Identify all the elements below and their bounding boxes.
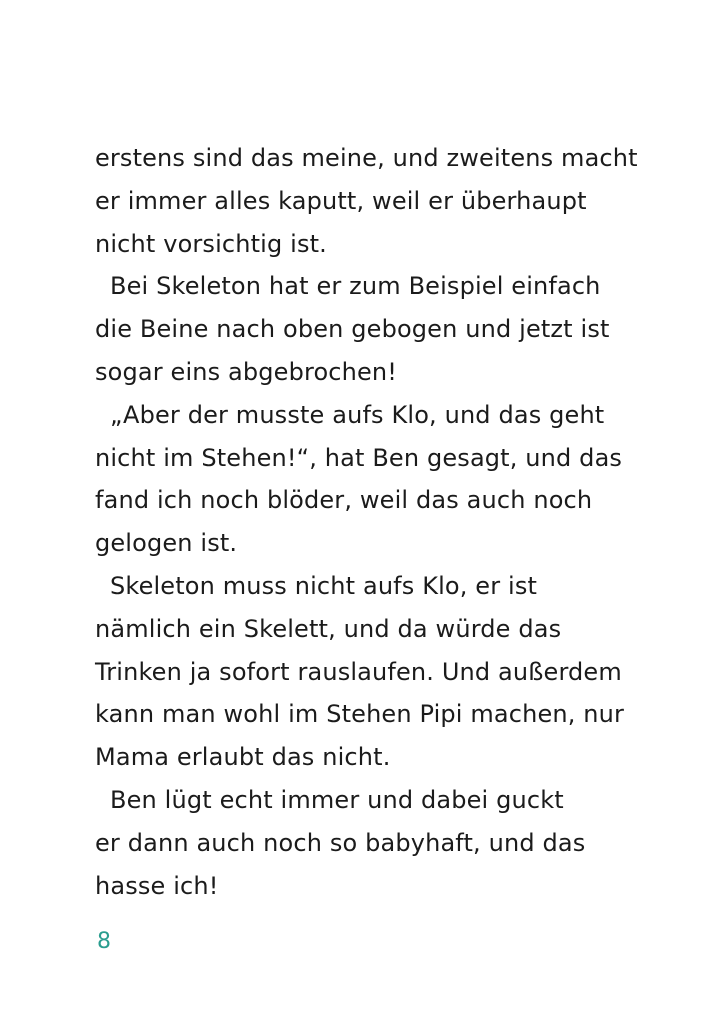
text-line: Ben lügt echt immer und dabei guckt xyxy=(110,785,564,814)
text-line: Trinken ja sofort rauslaufen. Und außerdem xyxy=(95,657,622,686)
text-line: hasse ich! xyxy=(95,871,219,900)
text-line: er immer alles kaputt, weil er überhaupt xyxy=(95,186,587,215)
text-line: nicht vorsichtig ist. xyxy=(95,229,327,258)
text-line: Bei Skeleton hat er zum Beispiel einfach xyxy=(110,272,601,301)
text-line: kann man wohl im Stehen Pipi machen, nur xyxy=(95,700,625,729)
text-line: sogar eins abgebrochen! xyxy=(95,357,398,386)
text-line: erstens sind das meine, und zweitens macht xyxy=(95,144,638,172)
text-line: „Aber der musste aufs Klo, und das geht xyxy=(110,400,605,429)
text-line: gelogen ist. xyxy=(95,529,238,558)
body-text xyxy=(95,137,675,907)
text-line: nämlich ein Skelett, und da würde das xyxy=(95,614,562,643)
text-line: er dann auch noch so babyhaft, und das xyxy=(95,828,586,857)
text-line: die Beine nach oben gebogen und jetzt ist xyxy=(95,315,610,344)
text-line: Skeleton muss nicht aufs Klo, er ist xyxy=(110,571,538,600)
text-line: nicht im Stehen!“, hat Ben gesagt, und das xyxy=(95,443,623,472)
page-number: 8 xyxy=(97,929,111,954)
text-line: Mama erlaubt das nicht. xyxy=(95,743,391,772)
text-line: fand ich noch blöder, weil das auch noch xyxy=(95,486,593,515)
